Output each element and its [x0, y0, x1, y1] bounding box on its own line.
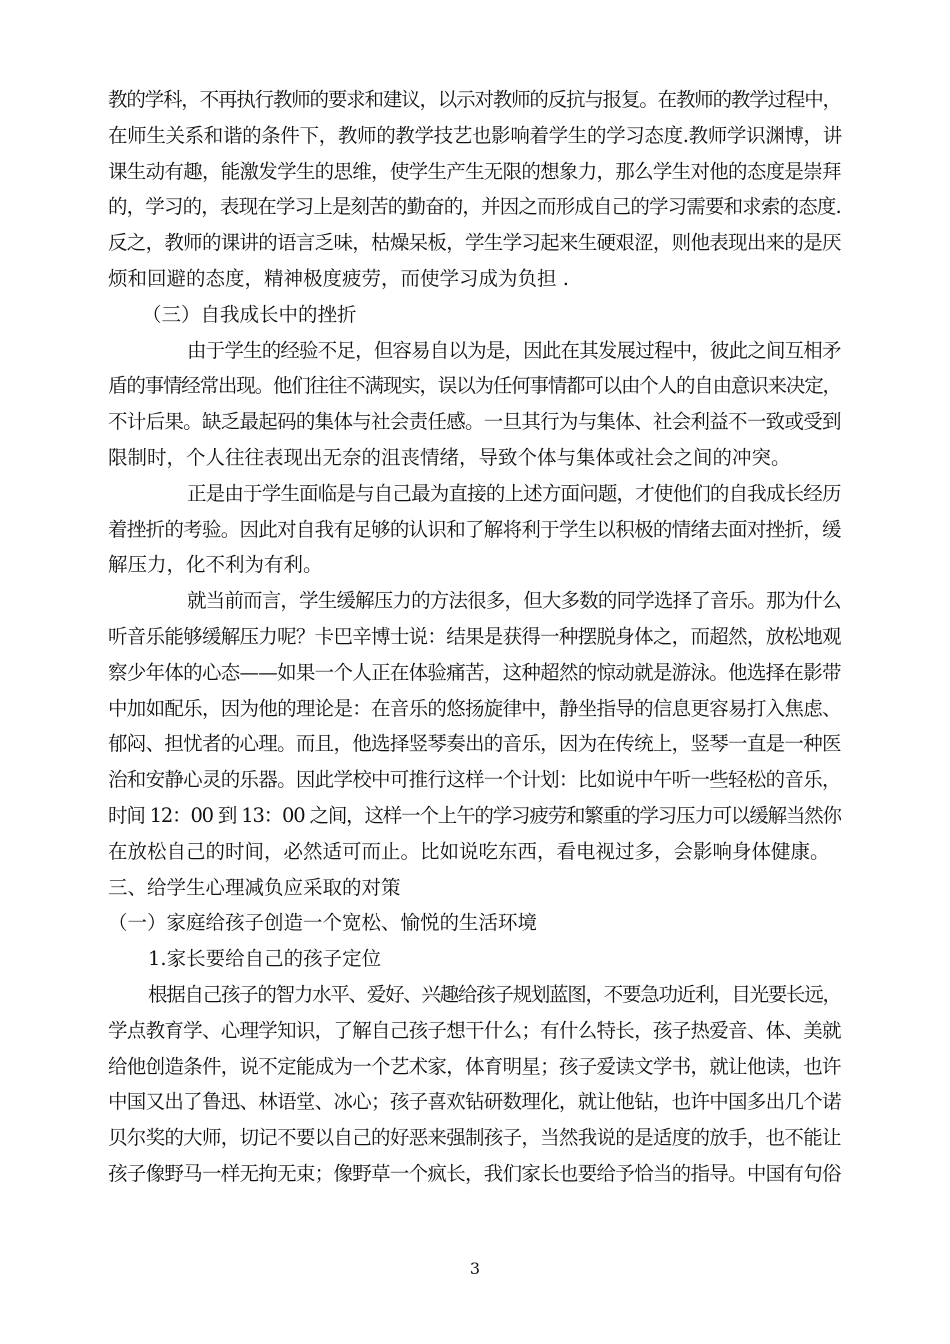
- paragraph-line: 就当前而言，学生缓解压力的方法很多，但大多数的同学选择了音乐。那为什么: [187, 589, 841, 612]
- paragraph-line: 着挫折的考验。因此对自我有足够的认识和了解将利于学生以积极的情绪去面对挫折，缓: [108, 518, 841, 541]
- paragraph-line: 不计后果。缺乏最起码的集体与社会责任感。一旦其行为与集体、社会利益不一致或受到: [108, 410, 841, 433]
- item-heading-1: 1.家长要给自己的孩子定位: [148, 947, 382, 970]
- paragraph-line: 察少年体的心态——如果一个人正在体验痛苦，这种超然的惊动就是游泳。他选择在影带: [108, 661, 841, 684]
- paragraph-line: 孩子像野马一样无拘无束；像野草一个疯长，我们家长也要给予恰当的指导。中国有句俗: [108, 1162, 841, 1185]
- paragraph-line: 解压力，化不利为有利。: [108, 553, 323, 576]
- paragraph-line: 盾的事情经常出现。他们往往不满现实，误以为任何事情都可以由个人的自由意识来决定，: [108, 374, 841, 397]
- paragraph-line: 限制时，个人往往表现出无奈的沮丧情绪，导致个体与集体或社会之间的冲突。: [108, 446, 791, 469]
- paragraph-line: 根据自己孩子的智力水平、爱好、兴趣给孩子规划蓝图，不要急功近利，目光要长远，: [148, 983, 841, 1006]
- paragraph-line: 时间 12：00 到 13：00 之间，这样一个上午的学习疲劳和繁重的学习压力可以缓解当然你: [108, 804, 841, 827]
- paragraph-line: 贝尔奖的大师，切记不要以自己的好恶来强制孩子，当然我说的是适度的放手，也不能让: [108, 1126, 841, 1149]
- paragraph-line: 在师生关系和谐的条件下，教师的教学技艺也影响着学生的学习态度.教师学识渊博，讲: [108, 124, 842, 147]
- paragraph-line: 由于学生的经验不足，但容易自以为是，因此在其发展过程中，彼此之间互相矛: [187, 339, 841, 362]
- paragraph-line: 郁闷、担忧者的心理。而且，他选择竖琴奏出的音乐，因为在传统上，竖琴一直是一种医: [108, 732, 841, 755]
- paragraph-line: 在放松自己的时间，必然适可而止。比如说吃东西，看电视过多，会影响身体健康。: [108, 840, 830, 863]
- subsection-heading-1: （一）家庭给孩子创造一个宽松、愉悦的生活环境: [108, 911, 538, 934]
- paragraph-line: 听音乐能够缓解压力呢？卡巴辛博士说：结果是获得一种摆脱身体之，而超然，放松地观: [108, 625, 841, 648]
- page-number: 3: [469, 1259, 481, 1278]
- paragraph-line: 教的学科，不再执行教师的要求和建议，以示对教师的反抗与报复。在教师的教学过程中，: [108, 88, 841, 111]
- paragraph-line: 烦和回避的态度，精神极度疲劳，而使学习成为负担 .: [108, 267, 569, 290]
- paragraph-line: 正是由于学生面临是与自己最为直接的上述方面问题，才使他们的自我成长经历: [187, 482, 841, 505]
- paragraph-line: 给他创造条件，说不定能成为一个艺术家，体育明星；孩子爱读文学书，就让他读，也许: [108, 1055, 841, 1078]
- paragraph-line: 中国又出了鲁迅、林语堂、冰心；孩子喜欢钻研数理化，就让他钻，也许中国多出几个诺: [108, 1090, 841, 1113]
- paragraph-line: 学点教育学、心理学知识，了解自己孩子想干什么；有什么特长，孩子热爱音、体、美就: [108, 1019, 841, 1042]
- chapter-heading-3: 三、给学生心理减负应采取的对策: [108, 876, 401, 899]
- section-heading-3: （三）自我成长中的挫折: [142, 303, 357, 326]
- paragraph-line: 中加如配乐，因为他的理论是：在音乐的悠扬旋律中，静坐指导的信息更容易打入焦虑、: [108, 697, 841, 720]
- paragraph-line: 课生动有趣，能激发学生的思维，使学生产生无限的想象力，那么学生对他的态度是崇拜: [108, 160, 841, 183]
- paragraph-line: 的，学习的，表现在学习上是刻苦的勤奋的，并因之而形成自己的学习需要和求索的态度.: [108, 195, 841, 218]
- paragraph-line: 治和安静心灵的乐器。因此学校中可推行这样一个计划：比如说中午听一些轻松的音乐，: [108, 768, 841, 791]
- paragraph-line: 反之，教师的课讲的语言乏味，枯燥呆板，学生学习起来生硬艰涩，则他表现出来的是厌: [108, 231, 841, 254]
